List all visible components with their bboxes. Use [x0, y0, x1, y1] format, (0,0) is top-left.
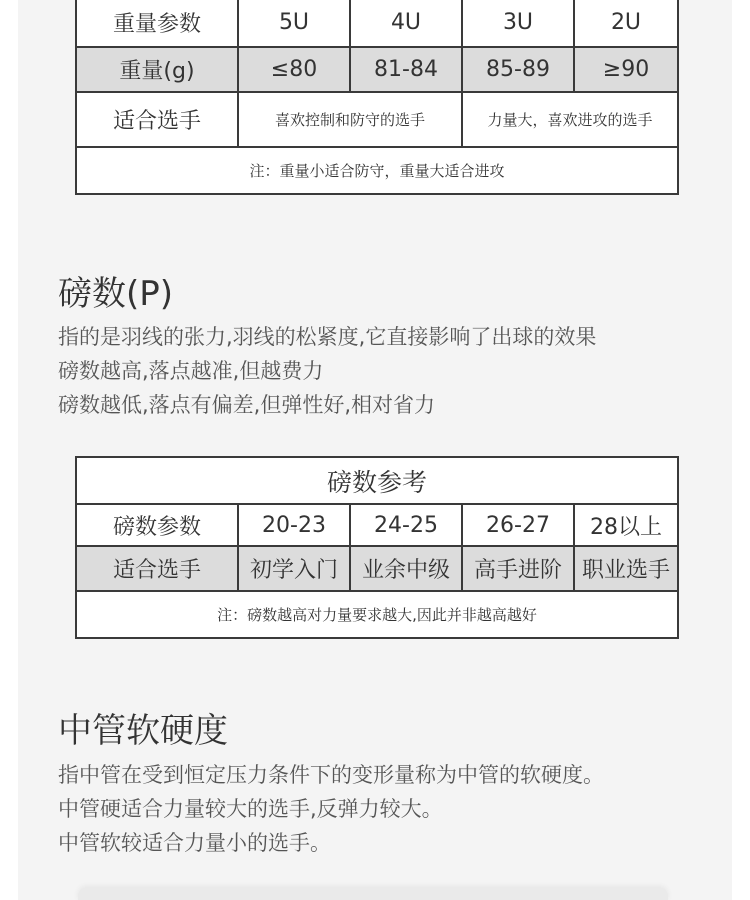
weight-player-row	[76, 92, 678, 147]
tension-header-cell: 24-25	[350, 504, 462, 546]
weight-table-header-row	[76, 0, 678, 47]
shaft-desc-line: 中管软较适合力量小的选手。	[58, 831, 331, 855]
weight-value-row	[76, 47, 678, 92]
tension-table-title-row	[76, 457, 678, 504]
player-label-cell: 适合选手	[76, 92, 238, 147]
tension-player-cell: 初学入门	[238, 546, 350, 591]
tension-header-cell: 28以上	[574, 504, 678, 546]
weight-header-cell: 5U	[238, 0, 350, 47]
tension-desc-line: 指的是羽线的张力,羽线的松紧度,它直接影响了出球的效果	[58, 325, 597, 349]
tension-heading: 磅数(P)	[58, 274, 174, 314]
tension-player-row	[76, 546, 678, 591]
tension-header-row	[76, 504, 678, 546]
tension-player-cell: 适合选手	[76, 546, 238, 591]
weight-value-cell: 81-84	[350, 47, 462, 92]
next-card-edge	[78, 888, 668, 900]
tension-desc-line: 磅数越低,落点有偏差,但弹性好,相对省力	[58, 393, 436, 417]
tension-table-title: 磅数参考	[76, 457, 678, 504]
tension-header-cell: 20-23	[238, 504, 350, 546]
weight-header-cell: 4U	[350, 0, 462, 47]
defensive-player-cell: 喜欢控制和防守的选手	[238, 92, 462, 147]
shaft-desc-line: 指中管在受到恒定压力条件下的变形量称为中管的软硬度。	[58, 763, 604, 787]
tension-header-cell: 磅数参数	[76, 504, 238, 546]
tension-header-cell: 26-27	[462, 504, 574, 546]
weight-value-cell: 重量(g)	[76, 47, 238, 92]
weight-value-cell: ≥90	[574, 47, 678, 92]
weight-value-cell: 85-89	[462, 47, 574, 92]
tension-table	[75, 456, 679, 639]
tension-player-cell: 业余中级	[350, 546, 462, 591]
weight-header-cell: 3U	[462, 0, 574, 47]
weight-header-cell: 2U	[574, 0, 678, 47]
tension-player-cell: 高手进阶	[462, 546, 574, 591]
weight-note: 注：重量小适合防守，重量大适合进攻	[76, 147, 678, 194]
offensive-player-cell: 力量大，喜欢进攻的选手	[462, 92, 678, 147]
shaft-heading: 中管软硬度	[58, 711, 228, 751]
shaft-desc-line: 中管硬适合力量较大的选手,反弹力较大。	[58, 797, 443, 821]
tension-note: 注：磅数越高对力量要求越大,因此并非越高越好	[76, 591, 678, 638]
tension-desc-line: 磅数越高,落点越准,但越费力	[58, 359, 324, 383]
weight-value-cell: ≤80	[238, 47, 350, 92]
weight-note-row	[76, 147, 678, 194]
tension-player-cell: 职业选手	[574, 546, 678, 591]
weight-header-cell: 重量参数	[76, 0, 238, 47]
tension-note-row	[76, 591, 678, 638]
weight-table	[75, 0, 679, 195]
